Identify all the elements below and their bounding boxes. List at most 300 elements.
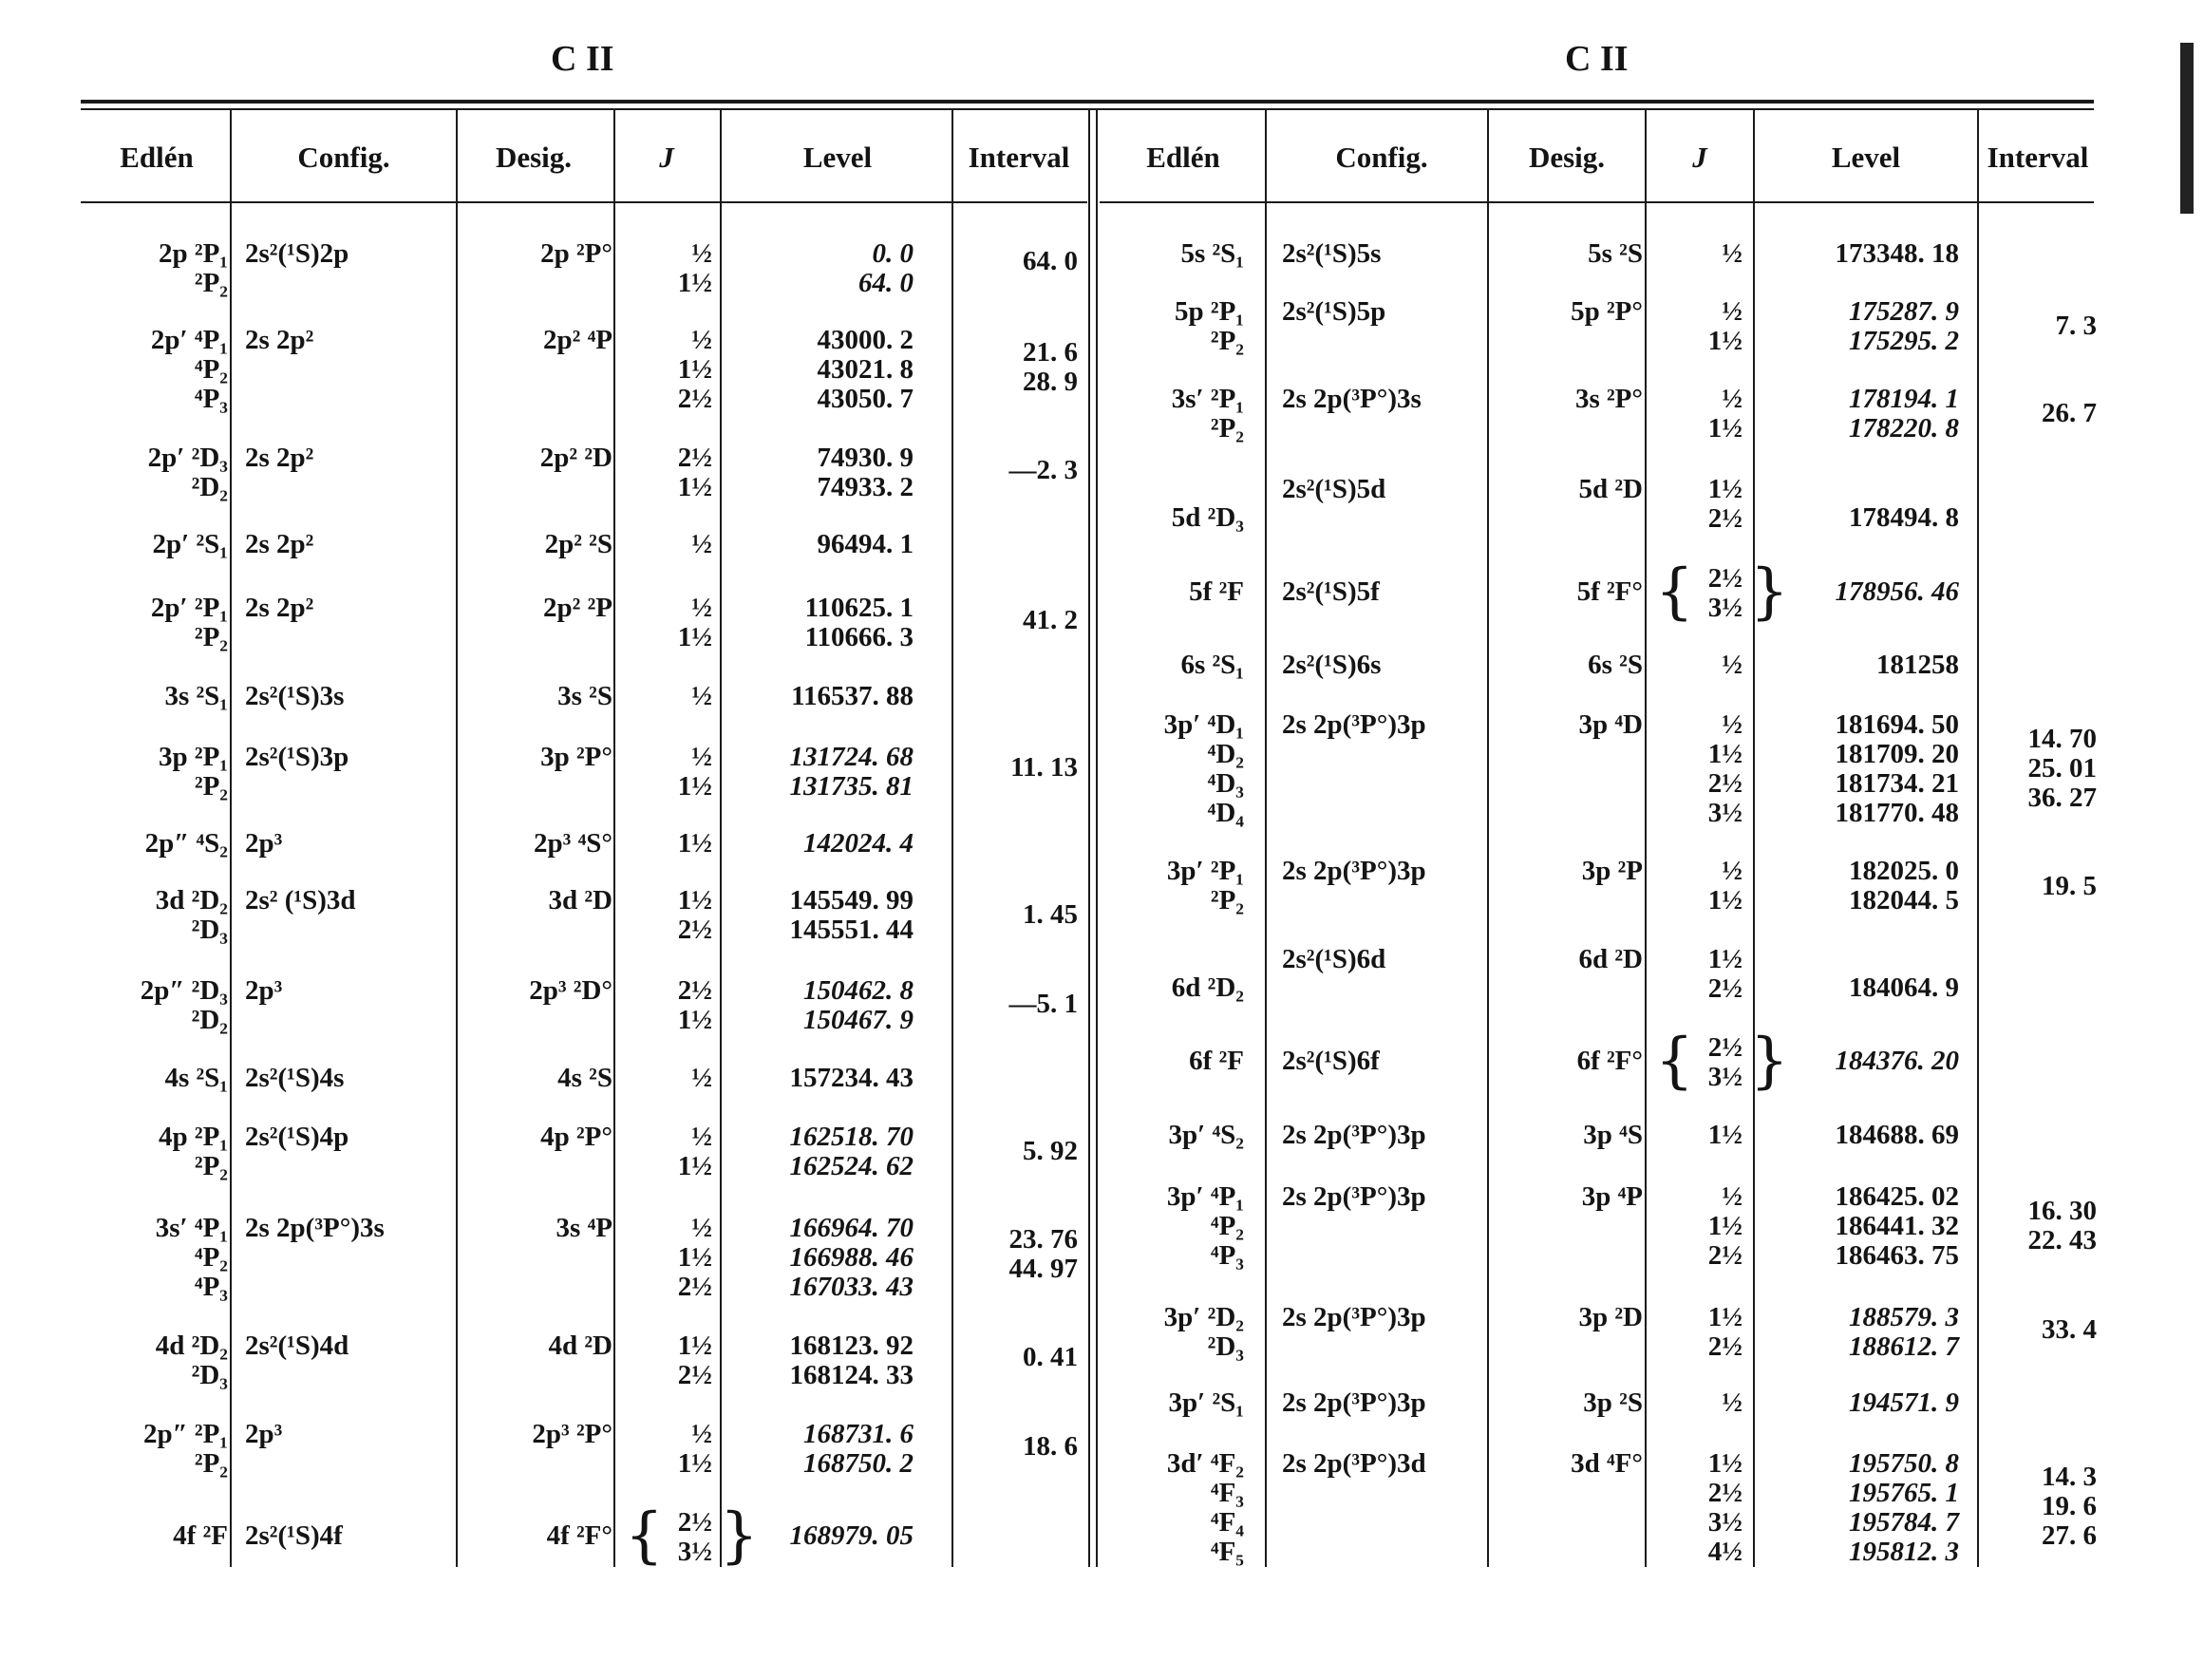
j-cell [617,239,712,298]
edlen-cell-line: ²D₂ [191,472,228,502]
edlen-cell-line: ²P₂ [194,1448,228,1479]
j-cell-line: ½ [691,325,712,355]
j-cell-line: 1½ [1707,1448,1742,1479]
level-cell-line: 43050. 7 [817,384,914,414]
config-cell: 2s 2p(³P°)3p [1282,1302,1426,1332]
header-rule-right [1100,201,2094,203]
desig-cell: 3s ²P° [1574,384,1643,414]
j-cell [1648,1449,1742,1567]
edlen-cell [85,1064,228,1093]
edlen-cell-line: ⁴F₄ [1210,1507,1244,1538]
col-rule-left-0 [230,110,232,1567]
edlen-cell [1102,857,1244,916]
j-cell-line: ½ [1722,1387,1742,1418]
j-cell [1648,1182,1742,1271]
edlen-cell-line: ⁴D₃ [1207,768,1244,799]
j-cell [617,1064,712,1093]
j-cell-line: ½ [691,238,712,269]
edlen-cell-line: 5f ²F [1189,576,1244,607]
edlen-cell-line: ²D₃ [191,1360,228,1390]
config-cell: 2p³ [245,975,283,1006]
edlen-cell [1102,239,1244,269]
desig-cell: 4d ²D [548,1331,612,1361]
col-rule-left-4 [951,110,953,1567]
col-rule-right-1 [1487,110,1489,1567]
level-cell-line: 173348. 18 [1835,238,1959,269]
level-cell-line: 184064. 9 [1849,972,1959,1003]
header-interval-right: Interval [1987,141,2089,174]
interval-cell [954,247,1078,276]
j-cell-line: ½ [1722,650,1742,680]
edlen-cell [85,976,228,1035]
level-cell-line: 188579. 3 [1849,1302,1959,1332]
desig-cell: 3s ²S [557,681,612,711]
level-cell-line: 166964. 70 [789,1213,914,1243]
edlen-cell [1102,577,1244,607]
edlen-cell-line: ⁴P₂ [194,1242,228,1273]
level-cell-line: 142024. 4 [803,828,914,859]
level-cell [1755,239,1959,269]
interval-cell [954,606,1078,635]
edlen-cell-line: ²P₂ [1210,326,1244,356]
j-cell [617,682,712,711]
level-cell [1755,857,1959,916]
edlen-cell-line: 6s ²S₁ [1180,650,1244,680]
level-cell-line: 145549. 99 [789,885,914,916]
level-cell [724,682,914,711]
level-cell [724,976,914,1035]
level-cell-line: 64. 0 [858,268,914,298]
j-cell-line: 2½ [677,384,712,414]
level-cell-line: 168123. 92 [789,1331,914,1361]
interval-cell [1975,399,2097,428]
edlen-cell [85,743,228,802]
interval-cell-line: 44. 97 [1008,1254,1078,1284]
edlen-cell-line: ²P₂ [194,1151,228,1181]
j-cell-line: 1½ [677,771,712,802]
interval-cell-line: —2. 3 [1008,455,1078,485]
level-cell-line: 186425. 02 [1835,1181,1959,1212]
level-cell-line: 168750. 2 [803,1448,914,1479]
edlen-cell-line: 3d ²D₂ [155,885,228,916]
edlen-cell-line: ⁴P₂ [194,354,228,385]
col-rule-left-3 [720,110,722,1567]
j-cell [617,594,712,652]
desig-cell: 2p² ²P [543,593,612,623]
level-cell [1755,973,1959,1003]
edlen-cell-line: 4f ²F [173,1520,228,1551]
config-cell: 2s²(¹S)6f [1282,1046,1380,1076]
level-cell-line: 74933. 2 [817,472,914,502]
edlen-cell [85,886,228,945]
j-cell [1648,1303,1742,1362]
header-interval-left: Interval [968,141,1070,174]
level-cell-line: 150467. 9 [803,1005,914,1035]
j-cell [617,444,712,502]
desig-cell: 2p³ ²P° [532,1419,612,1449]
config-cell: 2s²(¹S)4d [245,1331,349,1361]
j-cell-line: ½ [1722,296,1742,327]
edlen-cell [1102,710,1244,828]
level-cell-line: 162518. 70 [789,1122,914,1152]
j-cell-line: 2½ [677,1507,712,1538]
edlen-cell-line: 3p′ ²S₁ [1168,1387,1244,1418]
level-cell-line: 110666. 3 [804,622,914,652]
interval-cell [954,338,1078,397]
interval-cell [1975,1463,2097,1551]
edlen-cell-line: 5d ²D₃ [1171,502,1244,533]
edlen-cell-line: 3s′ ⁴P₁ [155,1213,228,1243]
j-cell [1648,239,1742,269]
j-cell-line: 2½ [677,915,712,945]
config-cell: 2s 2p(³P°)3p [1282,1120,1426,1150]
level-cell-line: 150462. 8 [803,975,914,1006]
interval-cell-line: 36. 27 [2027,783,2097,813]
j-cell-line: ½ [691,1419,712,1449]
interval-cell-line: 7. 3 [2055,311,2097,341]
j-cell-line: 1½ [1707,413,1742,444]
edlen-cell-line: 2p′ ²D₃ [147,443,228,473]
config-cell: 2s²(¹S)3p [245,742,349,772]
j-cell [1648,297,1742,356]
level-cell [1755,1121,1959,1150]
interval-cell [954,990,1078,1019]
level-cell [724,1123,914,1181]
level-cell [1755,1449,1959,1567]
right-brace-symbol: } [1750,557,1789,627]
interval-cell-line: 21. 6 [1023,337,1078,368]
edlen-cell [1102,1121,1244,1150]
edlen-cell [85,326,228,414]
interval-cell-line: —5. 1 [1008,989,1078,1019]
header-level-right: Level [1831,141,1901,174]
edlen-cell [1102,503,1244,533]
config-cell: 2s²(¹S)5f [1282,576,1380,607]
edlen-cell-line: ⁴P₃ [194,384,228,414]
j-cell [1648,710,1742,828]
level-cell [1755,1303,1959,1362]
j-cell-line: 1½ [1707,1211,1742,1241]
level-cell [724,1420,914,1479]
desig-cell: 6d ²D [1578,944,1643,974]
j-cell-line: 2½ [1707,1240,1742,1271]
level-cell [724,530,914,559]
edlen-cell-line: ⁴P₂ [1210,1211,1244,1241]
edlen-cell [85,829,228,859]
level-cell [1755,385,1959,444]
j-cell-line: ½ [691,1063,712,1093]
header-config-left: Config. [297,141,390,174]
j-cell-line: ½ [691,593,712,623]
j-cell-line: 2½ [677,975,712,1006]
edlen-cell [85,1521,228,1551]
edlen-cell-line: 3d′ ⁴F₂ [1166,1448,1244,1479]
j-cell-line: ½ [691,1122,712,1152]
level-cell [1755,1388,1959,1418]
edlen-cell-line: ⁴D₄ [1207,798,1244,828]
level-cell-line: 168731. 6 [803,1419,914,1449]
j-cell-line: 1½ [677,1448,712,1479]
edlen-cell-line: 3s′ ²P₁ [1171,384,1244,414]
level-cell-line: 157234. 43 [789,1063,914,1093]
j-cell [1648,385,1742,444]
j-cell-line: 1½ [677,268,712,298]
j-cell-line: 2½ [677,443,712,473]
desig-cell: 4p ²P° [540,1122,612,1152]
config-cell: 2s²(¹S)5d [1282,474,1386,504]
desig-cell: 2p ²P° [540,238,612,269]
j-cell [1648,857,1742,916]
level-cell-line: 110625. 1 [804,593,914,623]
level-cell-line: 175295. 2 [1849,326,1959,356]
desig-cell: 6f ²F° [1576,1046,1643,1076]
header-desig-right: Desig. [1528,141,1606,174]
level-cell [1755,297,1959,356]
interval-cell [954,1225,1078,1284]
desig-cell: 3p ²S [1583,1387,1643,1418]
level-cell [724,1214,914,1302]
level-cell [724,594,914,652]
header-j-right: J [1692,141,1707,174]
header-edlen-right: Edlén [1146,141,1220,174]
desig-cell: 3p ²P° [540,742,612,772]
edlen-cell [85,1214,228,1302]
edlen-cell-line: 3p′ ²D₂ [1163,1302,1244,1332]
level-cell-line: 168979. 05 [789,1520,914,1551]
interval-cell-line: 19. 5 [2042,871,2097,901]
level-cell-line: 175287. 9 [1849,296,1959,327]
level-cell-line: 131724. 68 [789,742,914,772]
right-title: C II [1565,39,1629,79]
j-cell-line: 1½ [1707,474,1742,504]
interval-cell-line: 27. 6 [2042,1520,2097,1551]
edlen-cell-line [1102,945,1244,974]
left-title: C II [551,39,614,79]
j-cell-line: 1½ [677,472,712,502]
edlen-cell-line: ⁴F₅ [1210,1537,1244,1567]
config-cell: 2s²(¹S)2p [245,238,349,269]
left-brace-symbol: { [625,1501,664,1571]
level-cell-line: 194571. 9 [1849,1387,1959,1418]
header-j-left: J [659,141,674,174]
level-cell [724,886,914,945]
j-cell-line: ½ [1722,1181,1742,1212]
config-cell: 2s 2p² [245,443,314,473]
right-brace-symbol: } [720,1501,759,1571]
desig-cell: 3d ²D [548,885,612,916]
edlen-cell-line: 2p″ ²P₁ [143,1419,228,1449]
interval-cell [1975,1197,2097,1255]
j-cell-line: 2½ [1707,1478,1742,1508]
level-cell [724,1521,914,1551]
edlen-cell [1102,1303,1244,1362]
level-cell-line: 131735. 81 [789,771,914,802]
edlen-cell-line: ²P₂ [194,622,228,652]
j-cell-line: 1½ [677,622,712,652]
interval-cell-line: 23. 76 [1008,1224,1078,1255]
desig-cell: 3p ²D [1578,1302,1643,1332]
j-cell-line: ½ [1722,709,1742,740]
desig-cell: 3p ²P [1581,856,1643,886]
interval-cell-line: 18. 6 [1023,1431,1078,1462]
level-cell-line: 0. 0 [872,238,914,269]
level-cell [724,743,914,802]
top-rule-thin [81,108,2094,110]
level-cell-line: 182025. 0 [1849,856,1959,886]
center-rule-a [1088,110,1090,1567]
left-brace-symbol: { [1655,1026,1694,1096]
config-cell: 2s 2p(³P°)3s [1282,384,1422,414]
j-cell-line: 2½ [1707,503,1742,534]
edlen-cell-line: 2p″ ²D₃ [140,975,228,1006]
config-cell: 2p³ [245,1419,283,1449]
j-cell [617,326,712,414]
config-cell: 2s²(¹S)5s [1282,238,1382,269]
desig-cell: 3s ⁴P [556,1213,612,1243]
edlen-cell-line: ²P₂ [1210,885,1244,916]
interval-cell-line: 0. 41 [1023,1342,1078,1372]
edlen-cell-line: ²D₃ [1207,1331,1244,1362]
j-cell-line: 1½ [1707,739,1742,769]
level-cell-line: 188612. 7 [1849,1331,1959,1362]
interval-cell-line: 41. 2 [1023,605,1078,635]
desig-cell: 3p ⁴S [1583,1120,1643,1150]
interval-cell-line: 64. 0 [1023,246,1078,276]
j-cell [617,829,712,859]
j-cell-line: ½ [1722,238,1742,269]
desig-cell: 2p² ²D [539,443,612,473]
edlen-cell [85,682,228,711]
level-cell-line: 178220. 8 [1849,413,1959,444]
level-cell [724,239,914,298]
level-cell [1755,503,1959,533]
edlen-cell-line: ²P₂ [1210,413,1244,444]
j-cell [617,1123,712,1181]
config-cell: 2s²(¹S)3s [245,681,345,711]
desig-cell: 3d ⁴F° [1571,1448,1643,1479]
j-cell-line: 1½ [677,828,712,859]
edlen-cell-line: 5s ²S₁ [1180,238,1244,269]
config-cell: 2s 2p(³P°)3s [245,1213,385,1243]
edlen-cell [1102,1449,1244,1567]
level-cell-line: 181694. 50 [1835,709,1959,740]
j-cell-line: 3½ [1707,1062,1742,1092]
level-cell-line: 145551. 44 [789,915,914,945]
interval-cell-line: 22. 43 [2027,1225,2097,1255]
j-cell-line: 1½ [677,354,712,385]
level-cell [724,829,914,859]
j-cell-line: 1½ [1707,944,1742,974]
edlen-cell [1102,973,1244,1003]
header-rule [81,201,1087,203]
config-cell: 2s 2p(³P°)3d [1282,1448,1426,1479]
header-config-right: Config. [1335,141,1428,174]
config-cell: 2s 2p(³P°)3p [1282,709,1426,740]
edlen-cell [1102,385,1244,444]
edlen-cell-line: ²D₂ [191,1005,228,1035]
level-cell-line: 162524. 62 [789,1151,914,1181]
config-cell: 2s²(¹S)5p [1282,296,1386,327]
right-brace-symbol: } [1750,1026,1789,1096]
j-cell-line: 3½ [1707,1507,1742,1538]
config-cell: 2s 2p(³P°)3p [1282,856,1426,886]
interval-cell [954,456,1078,485]
edlen-cell [85,530,228,559]
interval-cell-line: 1. 45 [1023,899,1078,930]
level-cell [724,444,914,502]
desig-cell: 5d ²D [1578,474,1643,504]
config-cell: 2p³ [245,828,283,859]
level-cell-line: 116537. 88 [791,681,914,711]
level-cell [1755,1047,1959,1076]
level-cell [1755,577,1959,607]
j-cell-line: 2½ [1707,768,1742,799]
interval-cell-line: 14. 3 [2042,1462,2097,1492]
desig-cell: 2p² ⁴P [543,325,612,355]
level-cell-line: 178194. 1 [1849,384,1959,414]
edlen-cell-line: 6d ²D₂ [1171,972,1244,1003]
config-cell: 2s²(¹S)6s [1282,650,1382,680]
edlen-cell-line: ²P₂ [194,268,228,298]
level-cell-line: 195784. 7 [1849,1507,1959,1538]
level-cell [1755,1182,1959,1271]
desig-cell: 6s ²S [1588,650,1643,680]
j-cell-line: 2½ [1707,563,1742,594]
interval-cell [1975,311,2097,341]
config-cell: 2s 2p² [245,325,314,355]
edlen-cell-line: 3p′ ⁴P₁ [1166,1181,1244,1212]
j-cell [1648,651,1742,680]
j-cell-line: 3½ [1707,798,1742,828]
level-cell [1755,651,1959,680]
level-cell-line: 168124. 33 [789,1360,914,1390]
col-rule-right-0 [1265,110,1267,1567]
j-cell-line: 2½ [677,1272,712,1302]
level-cell-line: 181770. 48 [1835,798,1959,828]
desig-cell: 2p² ²S [544,529,612,559]
j-cell-line: 1½ [1707,885,1742,916]
interval-cell [954,900,1078,930]
interval-cell-line: 25. 01 [2027,753,2097,783]
edlen-cell-line: 3p′ ²P₁ [1166,856,1244,886]
edlen-cell-line: 3p′ ⁴D₁ [1163,709,1244,740]
level-cell-line: 186463. 75 [1835,1240,1959,1271]
j-cell [1648,475,1742,534]
j-cell [617,743,712,802]
left-brace-symbol: { [1655,557,1694,627]
j-cell-line: 3½ [677,1537,712,1567]
edlen-cell [1102,475,1244,504]
j-cell-line: 1½ [1707,1120,1742,1150]
level-cell-line: 43000. 2 [817,325,914,355]
level-cell-line: 195750. 8 [1849,1448,1959,1479]
edlen-cell [1102,1388,1244,1418]
edlen-cell-line: 4d ²D₂ [155,1331,228,1361]
desig-cell: 3p ⁴D [1578,709,1643,740]
interval-cell-line: 28. 9 [1023,367,1078,397]
interval-cell-line: 16. 30 [2027,1196,2097,1226]
j-cell-line: ½ [691,742,712,772]
edlen-cell-line: 3p′ ⁴S₂ [1168,1120,1244,1150]
j-cell-line: ½ [691,681,712,711]
level-cell-line: 167033. 43 [789,1272,914,1302]
desig-cell: 3p ⁴P [1581,1181,1643,1212]
j-cell-line: ½ [691,529,712,559]
config-cell: 2s²(¹S)4p [245,1122,349,1152]
desig-cell: 4f ²F° [546,1520,612,1551]
interval-cell-line: 11. 13 [1010,752,1078,783]
j-cell-line: ½ [691,1213,712,1243]
